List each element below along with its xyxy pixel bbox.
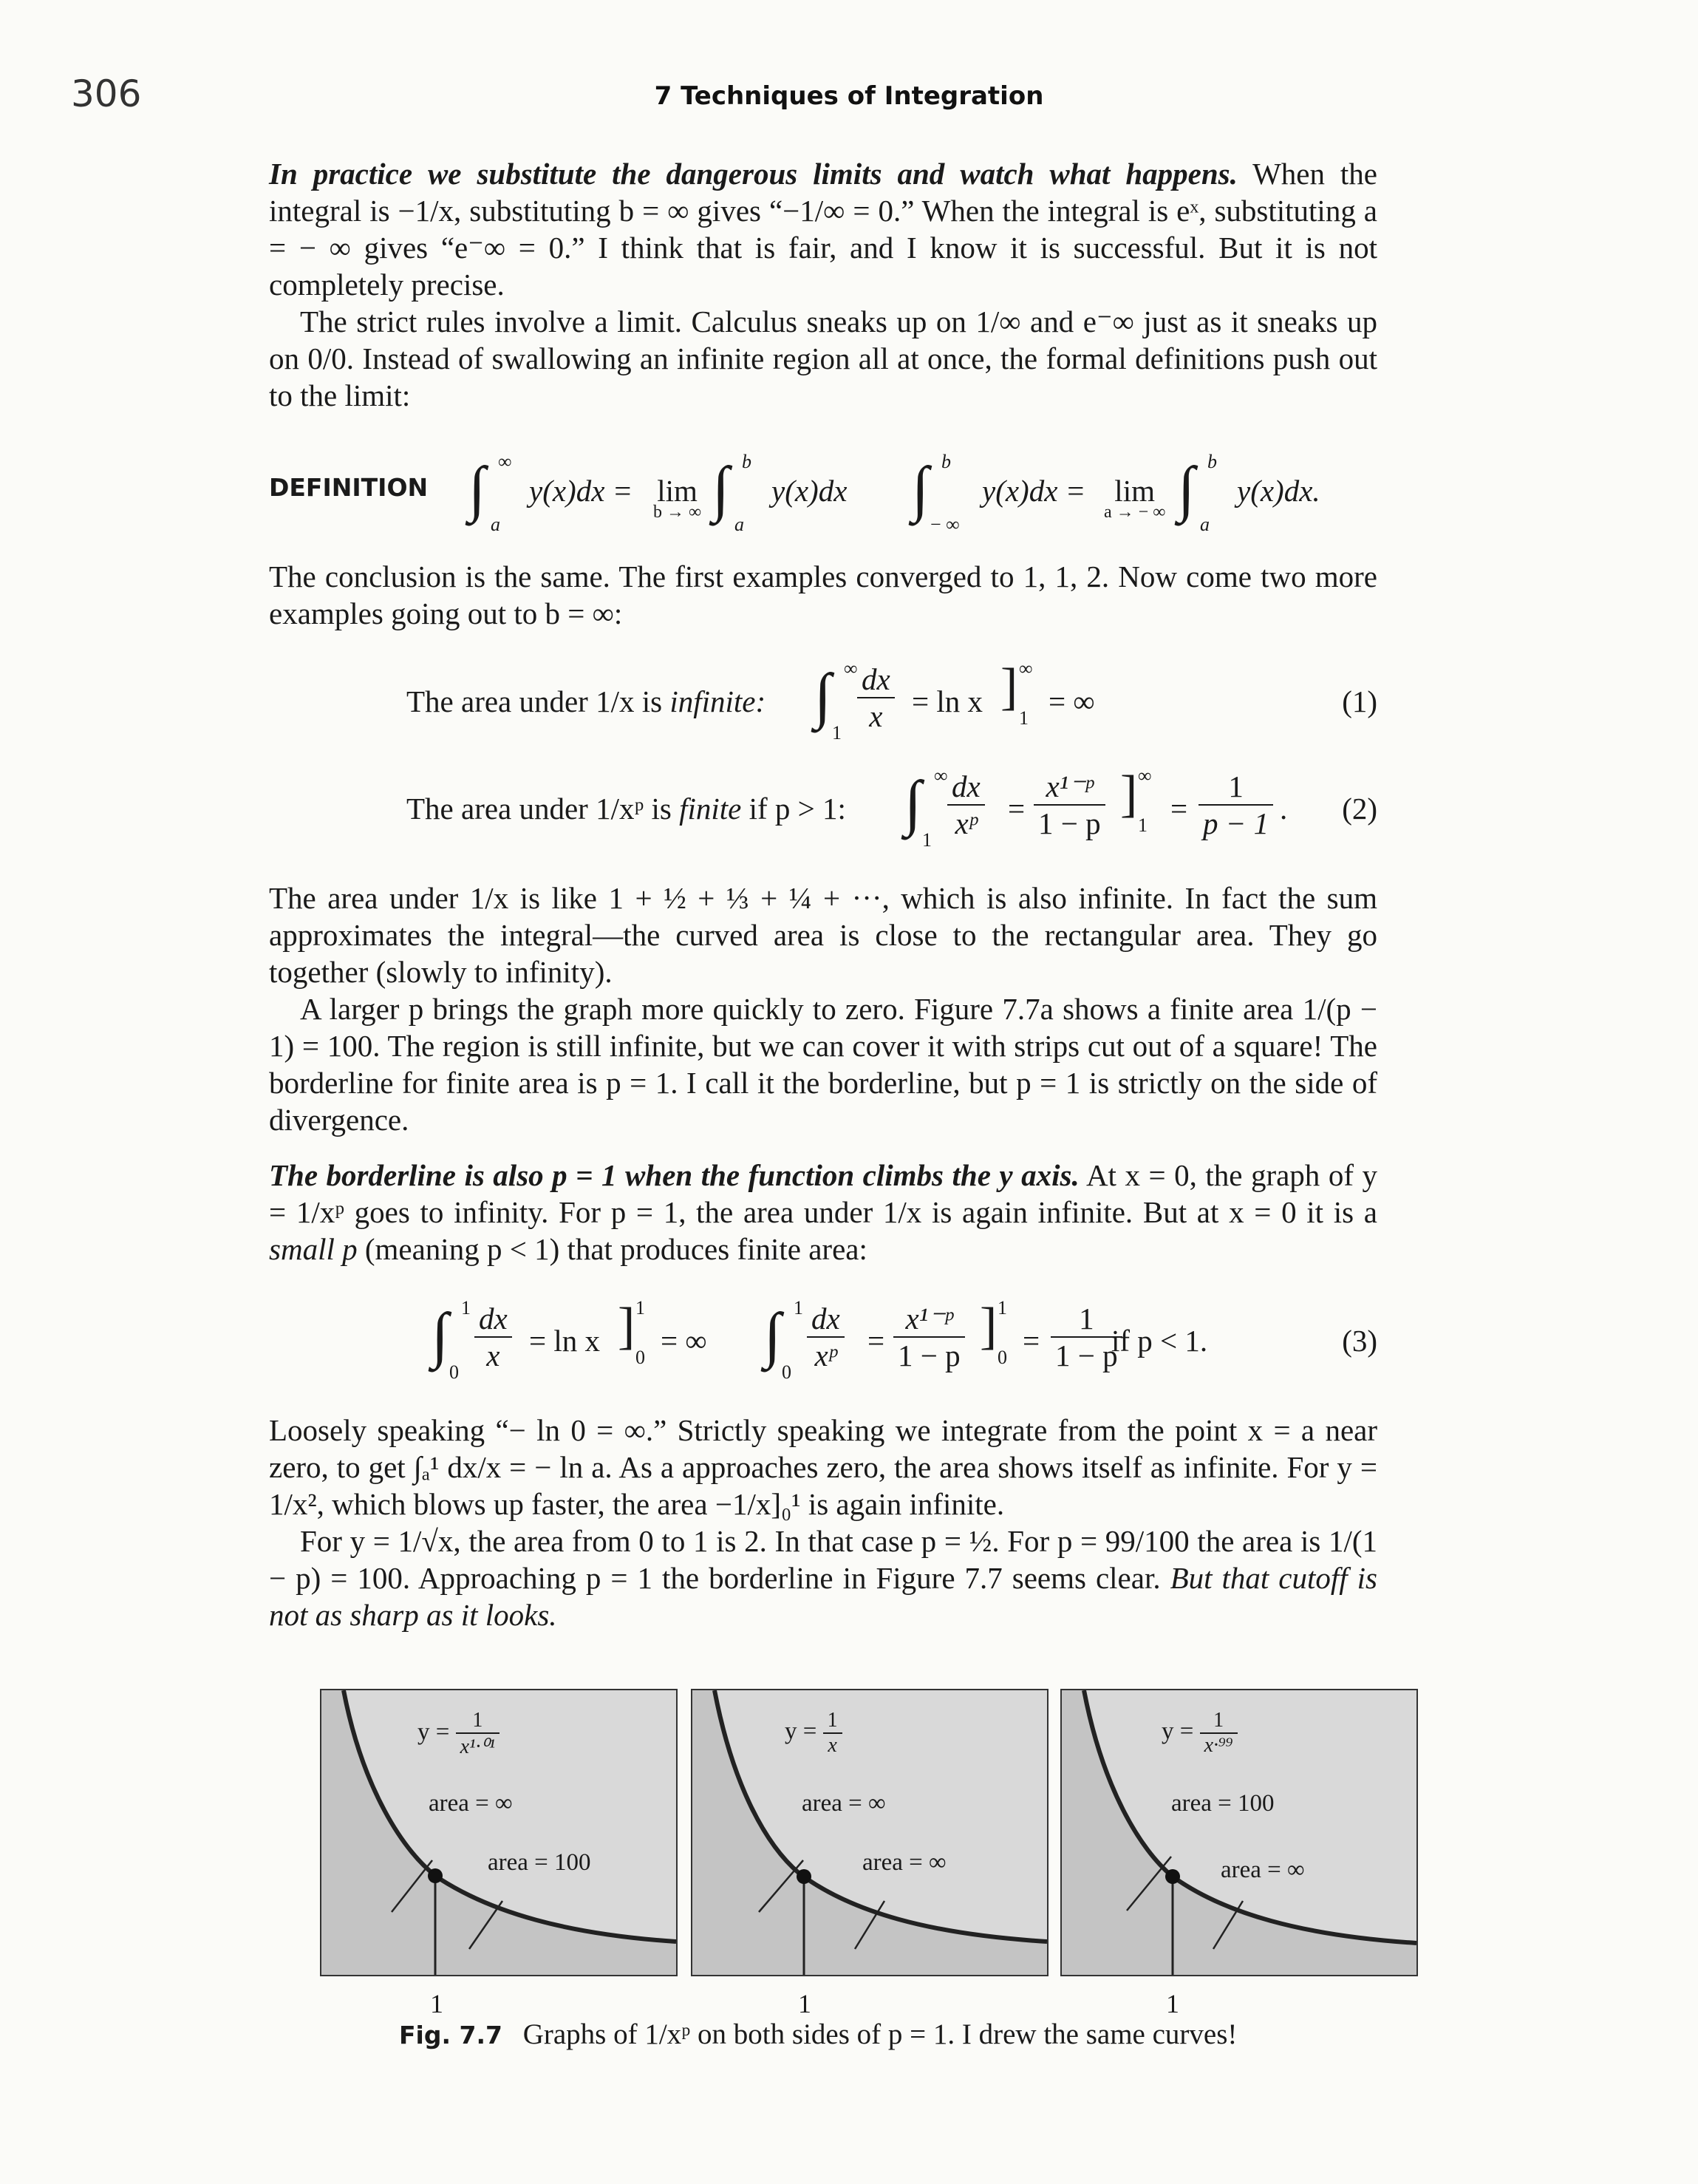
lower-limit: a [491, 514, 500, 535]
lower-limit: 0 [635, 1347, 645, 1368]
panel-b-axis-one: 1 [798, 1989, 811, 2018]
figure-panel-c [1060, 1689, 1418, 1976]
upper-limit: ∞ [934, 765, 948, 786]
lower-limit: 1 [832, 722, 842, 744]
result: = ∞ [661, 1324, 707, 1358]
definition-label: DEFINITION [269, 473, 429, 502]
lower-limit: a [1200, 514, 1210, 535]
panel-b-graphic [692, 1690, 1047, 1975]
equals-sign: = [1023, 1324, 1040, 1358]
panel-b-formula: y = $\frac{1}{x}$ [785, 1709, 842, 1758]
fraction: $\frac{dx}{x}$ [857, 661, 895, 734]
panel-a-formula: y = $\frac{1}{\text{x¹·⁰¹}}$ [417, 1709, 499, 1759]
upper-limit: 1 [998, 1297, 1007, 1319]
figure-caption-label: Fig. 7.7 [399, 2021, 502, 2049]
equation-number: (2) [1342, 792, 1377, 826]
integral-sign: ∫ [904, 769, 922, 837]
figure-caption [399, 2018, 1237, 2051]
paragraph-4: The area under 1/x is like 1 + ½ + ⅓ + ¼ + ···, which is also infinite. In fact the sum approximates the integral—the curved area is close to the rectangular area. They go together (slowly to infinity). A larger p brings the graph more quickly to zero. Figure 7.7a shows a finite area 1/(p − 1) = 100. The region is still infinite, but we can cover it with strips cut out of a square! The borderline for finite area is p = 1. I call it the borderline, but p = 1 is strictly on the side of divergence. [269, 881, 1377, 1137]
paragraph-6: The borderline is also p = 1 when the function climbs the y axis. At x = 0, the graph of y = 1/xᵖ goes to infinity. For p = 1, the area under 1/x is again infinite. But at x = 0 it is a small p (meaning p < 1) that produces finite area: [269, 1158, 1377, 1266]
period: . [1280, 792, 1288, 826]
integral-sign: ∫ [468, 455, 486, 523]
equation-number: (3) [1342, 1324, 1377, 1358]
fraction: $\frac{dx}{\text{xᵖ}}$ [947, 769, 985, 841]
panel-a-axis-one: 1 [430, 1989, 443, 2018]
equals-sign: = [867, 1324, 885, 1358]
equation-2-label: The area under 1/xᵖ is finite if p > 1: [406, 792, 846, 826]
panel-c-axis-one: 1 [1166, 1989, 1179, 2018]
page-number: 306 [71, 72, 142, 115]
antiderivative: = ln x [912, 684, 983, 718]
integral-sign: ∫ [912, 455, 930, 523]
upper-limit: b [742, 451, 751, 472]
panel-c-label-lower: area = ∞ [1221, 1857, 1305, 1883]
figure-panel-a [320, 1689, 678, 1976]
figure-caption-text: Graphs of 1/xᵖ on both sides of p = 1. I drew the same curves! [522, 2018, 1238, 2050]
integrand: y(x)dx = [982, 474, 1086, 508]
panel-c-graphic [1062, 1690, 1416, 1975]
upper-limit: b [1207, 451, 1217, 472]
lower-limit: 0 [998, 1347, 1007, 1368]
upper-limit: ∞ [1019, 658, 1033, 679]
equals-sign: = [1008, 792, 1026, 826]
panel-b-label-lower: area = ∞ [862, 1849, 947, 1876]
fraction: $\frac{1}{1 - p}$ [1051, 1301, 1122, 1373]
paragraph-2: The strict rules involve a limit. Calculus sneaks up on 1/∞ and e⁻∞ just as it sneaks up on 0/0. Instead of swallowing an infinite region all at once, the formal definitions push out to the limit: [269, 305, 1377, 412]
definition-block [269, 451, 1377, 547]
fraction: $\frac{\text{x¹⁻ᵖ}}{1 - p}$ [1034, 769, 1105, 841]
figure-panel-b [691, 1689, 1049, 1976]
equation-2 [269, 765, 1377, 857]
limit-operator: lim a → − ∞ [1104, 474, 1166, 522]
upper-limit: ∞ [844, 658, 858, 679]
equals-sign: = [1170, 792, 1188, 826]
panel-a-label-upper: area = ∞ [429, 1790, 513, 1817]
lower-limit: − ∞ [930, 514, 960, 535]
lower-limit: 0 [449, 1361, 459, 1383]
equation-3 [269, 1297, 1377, 1389]
upper-limit: ∞ [1138, 765, 1152, 786]
upper-limit: 1 [794, 1297, 803, 1319]
condition: if p < 1. [1111, 1324, 1208, 1358]
upper-limit: b [941, 451, 951, 472]
running-header: 7 Techniques of Integration [654, 81, 1044, 111]
panel-c-label-upper: area = 100 [1171, 1790, 1275, 1817]
fraction: $\frac{dx}{\text{xᵖ}}$ [807, 1301, 845, 1373]
lower-limit: a [734, 514, 744, 535]
fraction: $\frac{dx}{x}$ [474, 1301, 512, 1373]
integrand: y(x)dx. [1237, 474, 1320, 508]
lower-limit: 1 [922, 829, 932, 851]
integrand: y(x)dx [771, 474, 848, 508]
integral-sign: ∫ [1178, 455, 1196, 523]
eval-bracket: ] [618, 1298, 635, 1355]
upper-limit: 1 [461, 1297, 471, 1319]
paragraph-1-lead: In practice we substitute the dangerous limits and watch what happens. [269, 157, 1238, 191]
paragraph-3: The conclusion is the same. The first examples converged to 1, 1, 2. Now come two more examples going out to b = ∞: [269, 559, 1377, 630]
integral-sign: ∫ [764, 1301, 782, 1370]
limit-operator: lim b → ∞ [653, 474, 702, 522]
result: = ∞ [1049, 684, 1095, 718]
integral-sign: ∫ [432, 1301, 449, 1370]
paragraph-5: A larger p brings the graph more quickly to zero. Figure 7.7a shows a finite area 1/(p − 1) = 100. The region is still infinite, but we can cover it with strips cut out of a square! The borderline for finite area is p = 1. I call it the borderline, but p = 1 is strictly on the side of divergence. [269, 992, 1377, 1137]
equation-number: (1) [1342, 684, 1377, 718]
integral-sign: ∫ [712, 455, 730, 523]
integrand: y(x)dx = [529, 474, 633, 508]
panel-c-formula: y = $\frac{1}{\text{x·⁹⁹}}$ [1162, 1709, 1238, 1758]
paragraph-8: For y = 1/√x, the area from 0 to 1 is 2. In that case p = ½. For p = 99/100 the area is 1/(1 − p) = 100. Approaching p = 1 the borderline in Figure 7.7 seems clear. But that cutoff is not as sharp as it looks. [269, 1524, 1378, 1632]
paragraph-1-text: When the integral is −1/x, substituting b = ∞ gives “−1/∞ = 0.” When the integral is eˣ, substituting a = − ∞ gives “e⁻∞ = 0.” I think that is fair, and I know it is successful. But it is not completely precise. [269, 157, 1378, 302]
eval-bracket: ] [1120, 766, 1138, 823]
lower-limit: 1 [1138, 814, 1148, 836]
equation-1-label: The area under 1/x is infinite: [406, 684, 766, 718]
integral-sign: ∫ [814, 661, 832, 730]
antiderivative: = ln x [529, 1324, 601, 1358]
panel-b-label-upper: area = ∞ [802, 1790, 886, 1817]
fraction: $\frac{\text{x¹⁻ᵖ}}{1 - p}$ [893, 1301, 965, 1373]
lower-limit: 1 [1019, 707, 1029, 729]
eval-bracket: ] [1000, 659, 1018, 715]
paragraph-7: Loosely speaking “− ln 0 = ∞.” Strictly speaking we integrate from the point x = a near zero, to get ∫ₐ¹ dx/x = − ln a. As a approaches zero, the area shows itself as infinite. For y = 1/x², which blows up faster, the area −1/x]₀¹ is again infinite. For y = 1/√x, the area from 0 to 1 is 2. In that case p = ½. For p = 99/100 the area is 1/(1 − p) = 100. Approaching p = 1 the borderline in Figure 7.7 seems clear. But that cutoff is not as sharp as it looks. [269, 1413, 1378, 1632]
lower-limit: 0 [782, 1361, 791, 1383]
paragraph-6-lead: The borderline is also p = 1 when the function climbs the y axis. [269, 1158, 1080, 1192]
panel-a-label-lower: area = 100 [488, 1849, 591, 1876]
upper-limit: ∞ [498, 451, 512, 472]
fraction: $\frac{1}{p - 1}$ [1199, 769, 1273, 841]
paragraph-1 [269, 155, 1377, 414]
upper-limit: 1 [635, 1297, 645, 1319]
eval-bracket: ] [980, 1298, 998, 1355]
equation-1 [269, 658, 1377, 750]
